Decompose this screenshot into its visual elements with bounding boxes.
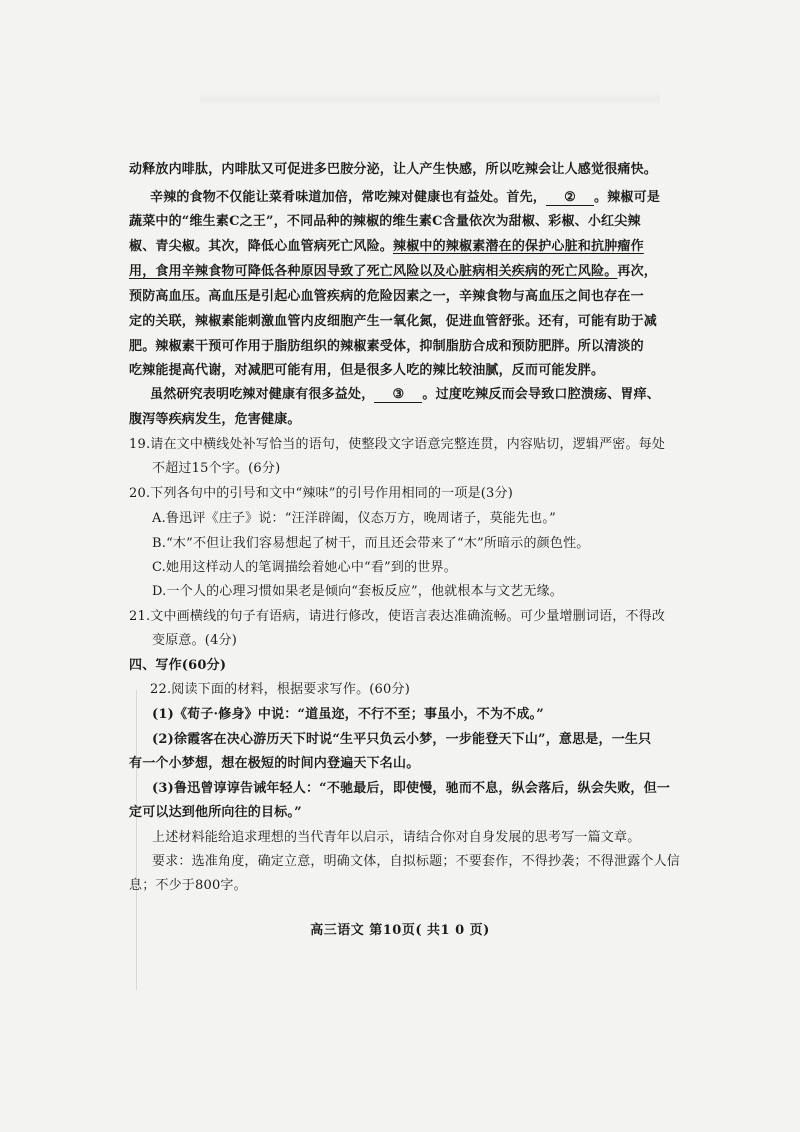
passage-text: 。过度吃辣反而会导致口腔溃疡、胃痒、 <box>422 387 661 402</box>
writing-prompt: 上述材料能给追求理想的当代青年以启示，请结合你对自身发展的思考写一篇文章。 <box>152 830 641 845</box>
passage-line: 吃辣能提高代谢，对减肥可能有用，但是很多人吃的辣比较油腻，反而可能发胖。 <box>129 363 605 378</box>
material-3: (3)鲁迅曾谆谆告诫年轻人：“不驰最后，即使慢，驰而不息，纵会落后，纵会失败，但一 <box>152 781 671 796</box>
passage-text: 辛辣的食物不仅能让菜肴味道加倍，常吃辣对健康也有益处。首先， <box>150 190 547 205</box>
passage-line <box>150 189 660 207</box>
question-20: 20.下列各句中的引号和文中“辣味”的引号作用相同的一项是(3分) <box>129 486 513 501</box>
question-22: 22.阅读下面的材料，根据要求写作。(60分) <box>150 682 410 697</box>
passage-text: 椒、青尖椒。其次，降低心血管病死亡风险。 <box>129 239 394 254</box>
material-1: (1)《荀子·修身》中说：“道虽迩，不行不至；事虽小，不为不成。” <box>152 707 544 722</box>
underlined-sentence: 用，食用辛辣食物可降低各种原因导致了死亡风险以及心脏病相关疾病的死亡风险。 <box>129 264 618 279</box>
option-c: C.她用这样动人的笔调描绘着她心中“看”到的世界。 <box>152 560 457 575</box>
question-21-cont: 变原意。(4分) <box>152 633 238 648</box>
passage-text: 再次， <box>617 264 658 279</box>
passage-line: 蔬菜中的“维生素C之王”，不同品种的辣椒的维生素C含量依次为甜椒、彩椒、小红尖辣 <box>129 214 641 229</box>
underlined-sentence: 辣椒中的辣椒素潜在的保护心脏和抗肿瘤作 <box>393 239 644 254</box>
question-21: 21.文中画横线的句子有语病，请进行修改，使语言表达准确流畅。可少量增删词语，不得改 <box>129 609 666 624</box>
writing-requirements-cont: 息；不少于800字。 <box>129 878 247 893</box>
option-b: B.“木”不但让我们容易想起了树干，而且还会带来了“木”所暗示的颜色性。 <box>152 536 590 551</box>
passage-line: 肥。辣椒素干预可作用于脂肪组织的辣椒素受体，抑制脂肪合成和预防肥胖。所以清淡的 <box>129 339 644 354</box>
material-3-cont: 定可以达到他所向往的目标。” <box>129 805 302 820</box>
passage-text: 。辣椒可是 <box>594 190 661 205</box>
passage-line <box>129 263 657 281</box>
blank-3: ③ <box>374 387 422 403</box>
material-2: (2)徐霞客在决心游历天下时说“生平只负云小梦，一步能登天下山”，意思是，一生只 <box>152 732 652 747</box>
scan-artifact <box>200 92 660 106</box>
passage-text: 虽然研究表明吃辣对健康有很多益处， <box>150 387 375 402</box>
scan-artifact-line <box>136 690 137 990</box>
material-2-cont: 有一个小梦想，想在极短的时间内登遍天下名山。 <box>129 756 420 771</box>
passage-line: 动释放内啡肽，内啡肽又可促进多巴胺分泌，让人产生快感，所以吃辣会让人感觉很痛快。 <box>129 162 658 177</box>
passage-line: 预防高血压。高血压是引起心血管疾病的危险因素之一，辛辣食物与高血压之间也存在一 <box>129 289 644 304</box>
passage-line: 腹泻等疾病发生，危害健康。 <box>129 412 301 427</box>
question-19: 19.请在文中横线处补写恰当的语句，使整段文字语意完整连贯，内容贴切，逻辑严密。每处 <box>129 437 666 452</box>
question-19-cont: 不超过15个字。(6分) <box>152 461 281 476</box>
passage-line <box>129 238 644 256</box>
option-d: D.一个人的心理习惯如果老是倾向“套板反应”，他就根本与文艺无缘。 <box>152 584 563 599</box>
option-a: A.鲁迅评《庄子》说：“汪洋辟阖，仪态万方，晚周诸子，莫能先也。” <box>152 511 556 526</box>
writing-requirements: 要求：选准角度，确定立意，明确文体，自拟标题；不要套作，不得抄袭；不得泄露个人信 <box>152 854 681 869</box>
page-footer: 高三语文 第10页( 共1 0 页) <box>310 923 490 938</box>
passage-line: 定的关联，辣椒素能刺激血管内皮细胞产生一氧化氮，促进血管舒张。还有，可能有助于减 <box>129 314 658 329</box>
blank-2: ② <box>546 190 594 206</box>
passage-line <box>150 386 660 404</box>
section-title: 四、写作(60分) <box>129 658 227 673</box>
